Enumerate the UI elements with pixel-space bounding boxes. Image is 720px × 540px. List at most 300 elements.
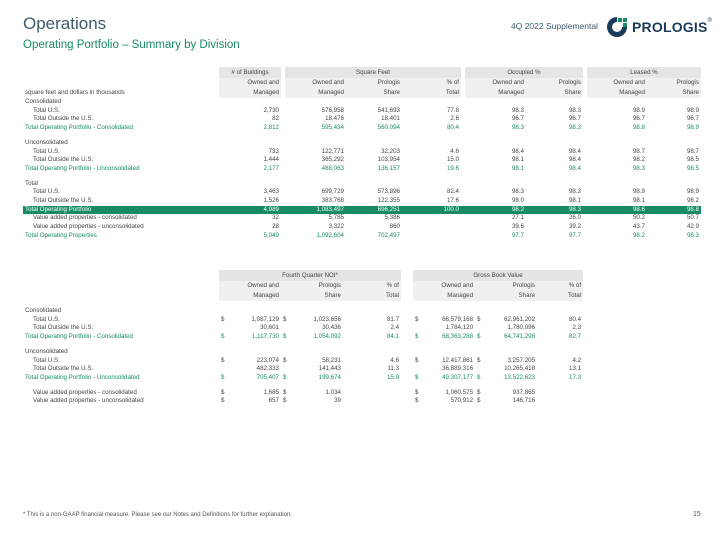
table-cell <box>421 307 475 316</box>
table-cell: 2,730 <box>263 106 279 114</box>
row-label: Total Outside the U.S. <box>33 115 94 123</box>
table-cell: 96.7 <box>568 115 581 123</box>
row-label: Total Operating Properties <box>25 231 97 239</box>
column-subheader: Owned and <box>413 281 475 291</box>
currency-symbol <box>413 324 421 333</box>
currency-symbol: $ <box>283 333 287 341</box>
table-cell <box>526 98 583 107</box>
table-cell <box>289 307 343 316</box>
table-cell: 5,386 <box>384 214 400 222</box>
table-cell: 62,961,202 <box>504 315 536 323</box>
currency-symbol <box>281 348 289 357</box>
column-subheader: Share <box>281 291 343 301</box>
table-cell: 146,716 <box>512 397 536 405</box>
table-cell: 80.4 <box>446 124 459 132</box>
table-row <box>23 333 583 342</box>
table-cell: 98.3 <box>526 206 583 215</box>
table-cell: 1,526 <box>263 197 279 205</box>
table-cell: 482,333 <box>256 365 279 373</box>
table-cell <box>537 348 583 357</box>
table-cell: 1,060,575 <box>445 388 474 396</box>
column-subheader: Managed <box>413 291 475 301</box>
logo-text: PROLOGIS <box>632 19 708 35</box>
table-cell: 365,292 <box>321 156 344 164</box>
table-cell: 4.2 <box>572 356 582 364</box>
table-cell: 199,674 <box>318 373 341 381</box>
table-row <box>23 397 583 406</box>
table-cell: 96.7 <box>511 115 524 123</box>
table-row <box>23 206 701 215</box>
table-cell: 49,307,177 <box>442 373 474 381</box>
table-cell: 30,436 <box>322 324 341 332</box>
table-cell: 98.3 <box>568 188 581 196</box>
table-cell: 27.1 <box>511 214 524 222</box>
table-cell: 2.3 <box>572 324 582 332</box>
table-cell: 98.8 <box>632 124 645 132</box>
table-cell: 96.7 <box>686 115 699 123</box>
table-row <box>23 316 583 325</box>
table-cell <box>219 139 281 148</box>
currency-symbol: $ <box>415 356 419 364</box>
currency-symbol <box>475 307 483 316</box>
table-cell: 103,954 <box>377 156 400 164</box>
table-cell: 17.6 <box>446 197 459 205</box>
table-cell <box>402 214 461 223</box>
table-cell <box>402 180 461 189</box>
currency-symbol: $ <box>283 373 287 381</box>
supplemental-label: 4Q 2022 Supplemental <box>511 21 598 31</box>
row-label: Value added properties - consolidated <box>33 214 137 222</box>
group-header-buildings: # of Buildings <box>219 67 281 78</box>
row-label: Total U.S. <box>33 147 60 155</box>
column-subheader: % of <box>343 281 401 291</box>
table-cell: 1,092,604 <box>316 231 344 239</box>
table-cell: 1,034 <box>325 388 341 396</box>
column-subheader: Managed <box>219 291 281 301</box>
table-row <box>23 156 701 165</box>
table-cell <box>483 307 537 316</box>
page-subtitle: Operating Portfolio – Summary by Division <box>23 39 240 51</box>
currency-symbol <box>281 324 289 333</box>
currency-symbol: $ <box>477 356 481 364</box>
table-cell: 1,780,096 <box>507 324 536 332</box>
unit-label: square feet and dollars in thousands <box>25 89 125 96</box>
table-cell: 13.1 <box>569 365 582 373</box>
table-row <box>23 139 701 148</box>
currency-symbol: $ <box>477 373 481 381</box>
table-cell <box>285 139 346 148</box>
column-subheader: % of <box>402 78 461 88</box>
table-cell: 937,865 <box>512 388 536 396</box>
column-subheader: Owned and <box>219 281 281 291</box>
table-row <box>23 188 701 197</box>
page-number: 15 <box>693 511 701 518</box>
table-cell: 98.9 <box>686 124 699 132</box>
table-cell: 2,177 <box>263 164 279 172</box>
table-cell: 98.4 <box>568 147 581 155</box>
table-cell: 96.7 <box>632 115 645 123</box>
table-cell: 43.7 <box>632 223 645 231</box>
table-cell: 98.7 <box>686 147 699 155</box>
header-blank <box>23 78 219 88</box>
table-cell: 26.0 <box>568 214 581 222</box>
table-cell <box>526 180 583 189</box>
table-cell: 100.0 <box>402 206 461 215</box>
table-cell <box>647 180 701 189</box>
row-label: Value added properties - unconsolidated <box>33 397 144 405</box>
table-cell: 11.3 <box>387 365 400 373</box>
table-cell: 98.9 <box>632 106 645 114</box>
table-cell: 50.7 <box>686 214 699 222</box>
group-header-noi: Fourth Quarter NOI* <box>219 270 401 281</box>
row-label: Total Operating Portfolio - Consolidated <box>25 333 133 341</box>
currency-symbol <box>219 324 227 333</box>
table-cell: 576,958 <box>321 106 344 114</box>
table-cell: 1,087,129 <box>251 315 279 323</box>
table-cell: 1,784,120 <box>445 324 474 332</box>
table-row <box>23 307 583 316</box>
column-subheader: Prologis <box>526 78 583 88</box>
table-cell: 98.5 <box>686 156 699 164</box>
table-cell: 98.3 <box>568 106 581 114</box>
currency-symbol: $ <box>477 388 481 396</box>
table-cell <box>346 98 402 107</box>
table-cell: 136,157 <box>377 164 400 172</box>
page-title: Operations <box>23 14 107 33</box>
table-cell: 17.3 <box>569 373 582 381</box>
currency-symbol: $ <box>221 315 225 323</box>
table-cell: 4.6 <box>450 147 459 155</box>
table-cell: 98.4 <box>511 147 524 155</box>
row-label: Total Operating Portfolio - Unconsolidated <box>25 373 140 381</box>
table-cell: 733 <box>268 147 279 155</box>
column-subheader: Owned and <box>587 78 647 88</box>
table-cell <box>526 139 583 148</box>
table-cell <box>343 348 401 357</box>
column-subheader: Share <box>526 88 583 98</box>
table-cell: 98.2 <box>632 231 645 239</box>
table-cell: 5,785 <box>328 214 344 222</box>
row-label: Total Outside the U.S. <box>33 324 94 332</box>
column-subheader: Total <box>402 88 461 98</box>
table-cell: 4.6 <box>390 356 400 364</box>
currency-symbol <box>475 348 483 357</box>
currency-symbol: $ <box>415 333 419 341</box>
currency-symbol: $ <box>283 397 287 405</box>
currency-symbol: $ <box>415 397 419 405</box>
table-cell <box>402 232 461 241</box>
currency-symbol <box>219 307 227 316</box>
table-cell <box>227 307 281 316</box>
noi-gross-book-value-table <box>23 270 583 406</box>
currency-symbol <box>219 348 227 357</box>
currency-symbol <box>219 365 227 374</box>
table-cell: 595,434 <box>321 124 344 132</box>
table-cell <box>402 98 461 107</box>
table-cell: 68,363,288 <box>442 333 474 341</box>
table-cell <box>402 139 461 148</box>
table-cell <box>647 139 701 148</box>
table-cell <box>537 307 583 316</box>
table-cell: 3,322 <box>328 223 344 231</box>
table-cell: 98.3 <box>511 106 524 114</box>
currency-symbol <box>281 307 289 316</box>
table-cell: 58,231 <box>322 356 341 364</box>
table-cell <box>343 307 401 316</box>
prologis-logo <box>605 15 712 39</box>
table-cell <box>537 397 583 406</box>
table-cell: 82 <box>272 115 279 123</box>
table-cell: 98.3 <box>632 164 645 172</box>
table-cell: 77.8 <box>446 106 459 114</box>
currency-symbol <box>413 348 421 357</box>
table-cell: 573,896 <box>377 188 400 196</box>
table-cell: 4,989 <box>219 206 281 215</box>
table-row <box>23 124 701 133</box>
row-label: Total Outside the U.S. <box>33 156 94 164</box>
table-cell <box>465 139 526 148</box>
table-cell: 657 <box>268 397 279 405</box>
table-cell: 1,685 <box>263 388 279 396</box>
table-row <box>23 107 701 116</box>
table-cell: 98.7 <box>632 147 645 155</box>
table-row <box>23 214 701 223</box>
table-cell: 64,741,298 <box>504 333 536 341</box>
table-cell: 97.7 <box>568 231 581 239</box>
table-cell: 32,203 <box>381 147 400 155</box>
table-row <box>23 374 583 383</box>
currency-symbol: $ <box>477 333 481 341</box>
row-label: Total U.S. <box>33 106 60 114</box>
table-cell: 3,463 <box>263 188 279 196</box>
table-cell: 15.0 <box>446 156 459 164</box>
column-subheader: Prologis <box>346 78 402 88</box>
column-subheader: Owned and <box>219 78 281 88</box>
table-cell: 98.6 <box>587 206 647 215</box>
table-cell: 1,117,730 <box>251 333 279 341</box>
table-cell: 2.6 <box>450 115 459 123</box>
table-cell: 98.9 <box>686 106 699 114</box>
currency-symbol <box>475 365 483 374</box>
table-cell: 98.2 <box>686 197 699 205</box>
logo-registered-mark: ® <box>707 18 712 24</box>
table-cell: 223,074 <box>256 356 279 364</box>
row-label: Total Operating Portfolio - Consolidated <box>25 124 133 132</box>
row-label: Value added properties - consolidated <box>33 388 137 396</box>
table-cell <box>587 180 647 189</box>
column-subheader: Total <box>537 291 583 301</box>
table-cell: 50.2 <box>632 214 645 222</box>
currency-symbol: $ <box>221 373 225 381</box>
table-cell: 98.9 <box>686 188 699 196</box>
table-cell: 84.1 <box>386 333 400 341</box>
currency-symbol <box>413 365 421 374</box>
column-subheader: Managed <box>587 88 647 98</box>
table-cell: 30,601 <box>260 324 279 332</box>
table-cell: 98.9 <box>632 188 645 196</box>
column-subheader: Share <box>346 88 402 98</box>
column-subheader: % of <box>537 281 583 291</box>
table-cell: 98.0 <box>511 197 524 205</box>
table-row <box>23 365 583 374</box>
row-label: Total Operating Portfolio - Unconsolidated <box>25 164 140 172</box>
group-header-square-feet: Square Feet <box>285 67 461 78</box>
row-label: Unconsolidated <box>25 347 68 355</box>
currency-symbol <box>281 365 289 374</box>
table-cell: 42.9 <box>686 223 699 231</box>
table-cell: 98.8 <box>647 206 701 215</box>
currency-symbol: $ <box>283 315 287 323</box>
table-cell <box>343 389 401 398</box>
table-cell: 15.9 <box>386 373 400 381</box>
table-cell: 699,729 <box>321 188 344 196</box>
currency-symbol <box>413 307 421 316</box>
row-label: Total Outside the U.S. <box>33 365 94 373</box>
table-cell: 1,083,497 <box>285 206 346 215</box>
table-cell: 702,497 <box>377 231 400 239</box>
table-cell <box>219 98 281 107</box>
currency-symbol: $ <box>221 333 225 341</box>
table-cell <box>285 98 346 107</box>
table-cell: 12,417,861 <box>442 356 474 364</box>
group-header-occupied: Occupied % <box>465 67 583 78</box>
currency-symbol: $ <box>221 388 225 396</box>
column-subheader: Total <box>343 291 401 301</box>
table-cell: 5,049 <box>263 231 279 239</box>
table-cell: 98.4 <box>568 156 581 164</box>
row-label: Total U.S. <box>33 188 60 196</box>
column-subheader: Prologis <box>281 281 343 291</box>
prologis-mark-icon <box>605 15 629 39</box>
table-cell <box>421 348 475 357</box>
column-subheader: Managed <box>285 88 346 98</box>
table-cell: 1,444 <box>263 156 279 164</box>
table-cell: 696,251 <box>346 206 402 215</box>
table-row <box>23 324 583 333</box>
table-cell: 10,265,418 <box>504 365 536 373</box>
table-cell: 98.3 <box>511 124 524 132</box>
row-label: Value added properties - unconsolidated <box>33 223 144 231</box>
table-cell <box>219 180 281 189</box>
table-cell <box>587 98 647 107</box>
table-cell: 13,522,623 <box>504 373 536 381</box>
table-row <box>23 115 701 124</box>
table-cell <box>483 348 537 357</box>
table-cell: 1,023,656 <box>313 315 341 323</box>
table-row <box>23 232 701 241</box>
row-label: Total U.S. <box>33 315 60 323</box>
table-cell: 97.7 <box>511 231 524 239</box>
currency-symbol: $ <box>283 356 287 364</box>
row-label: Consolidated <box>25 307 62 314</box>
currency-symbol <box>475 324 483 333</box>
table-cell: 122,355 <box>377 197 400 205</box>
table-cell: 560,094 <box>377 124 400 132</box>
table-cell <box>289 348 343 357</box>
table-cell: 98.4 <box>568 164 581 172</box>
row-label: Total Outside the U.S. <box>33 197 94 205</box>
table-cell: 81.7 <box>386 315 400 323</box>
table-cell: 2.4 <box>390 324 400 332</box>
table-row <box>23 165 701 174</box>
table-cell: 541,693 <box>377 106 400 114</box>
column-subheader: Owned and <box>285 78 346 88</box>
currency-symbol: $ <box>477 315 481 323</box>
table-cell <box>343 397 401 406</box>
currency-symbol: $ <box>283 388 287 396</box>
table-cell: 570,912 <box>450 397 474 405</box>
row-label: Total Operating Portfolio <box>23 206 219 215</box>
table-cell <box>285 180 346 189</box>
table-row <box>23 98 701 107</box>
table-cell: 80.4 <box>569 315 582 323</box>
column-subheader: Prologis <box>647 78 701 88</box>
group-header-leased: Leased % <box>587 67 701 78</box>
table-cell: 66,579,168 <box>442 315 474 323</box>
currency-symbol: $ <box>221 397 225 405</box>
currency-symbol: $ <box>415 315 419 323</box>
column-subheader: Share <box>475 291 537 301</box>
table-cell: 98.1 <box>511 156 524 164</box>
table-row <box>23 348 583 357</box>
table-row <box>23 180 701 189</box>
table-cell: 36,889,316 <box>442 365 474 373</box>
row-label: Total U.S. <box>33 356 60 364</box>
table-cell: 98.3 <box>511 188 524 196</box>
table-cell <box>402 223 461 232</box>
table-row <box>23 389 583 398</box>
table-cell: 141,443 <box>318 365 341 373</box>
table-cell: 98.3 <box>568 124 581 132</box>
table-cell: 32 <box>272 214 279 222</box>
table-cell: 705,407 <box>256 373 279 381</box>
table-row <box>23 197 701 206</box>
column-subheader: Managed <box>465 88 526 98</box>
table-cell: 98.5 <box>686 164 699 172</box>
table-cell: 860 <box>389 223 400 231</box>
table-cell <box>587 139 647 148</box>
column-subheader: Owned and <box>465 78 526 88</box>
table-cell: 122,771 <box>321 147 344 155</box>
table-cell: 2,812 <box>263 124 279 132</box>
table-cell: 28 <box>272 223 279 231</box>
table-cell: 98.1 <box>511 164 524 172</box>
table-cell: 39 <box>334 397 341 405</box>
currency-symbol: $ <box>415 388 419 396</box>
table-row <box>23 357 583 366</box>
table-cell <box>346 139 402 148</box>
row-label: Consolidated <box>25 98 62 105</box>
currency-symbol: $ <box>477 397 481 405</box>
table-row <box>23 223 701 232</box>
table-cell: 18,476 <box>325 115 344 123</box>
column-subheader: Prologis <box>475 281 537 291</box>
table-cell: 383,768 <box>321 197 344 205</box>
currency-symbol: $ <box>221 356 225 364</box>
table-cell: 1,054,092 <box>313 333 341 341</box>
row-label: Total <box>25 179 39 187</box>
table-cell <box>647 98 701 107</box>
table-cell <box>537 389 583 398</box>
footnote: * This is a non-GAAP financial measure. Please see our Notes and Definitions for further explanation. <box>23 512 292 518</box>
currency-symbol: $ <box>415 373 419 381</box>
table-cell: 82.7 <box>569 333 582 341</box>
table-row <box>23 148 701 157</box>
table-cell: 19.6 <box>446 164 459 172</box>
table-cell <box>227 348 281 357</box>
table-cell <box>465 98 526 107</box>
table-cell: 18,401 <box>381 115 400 123</box>
